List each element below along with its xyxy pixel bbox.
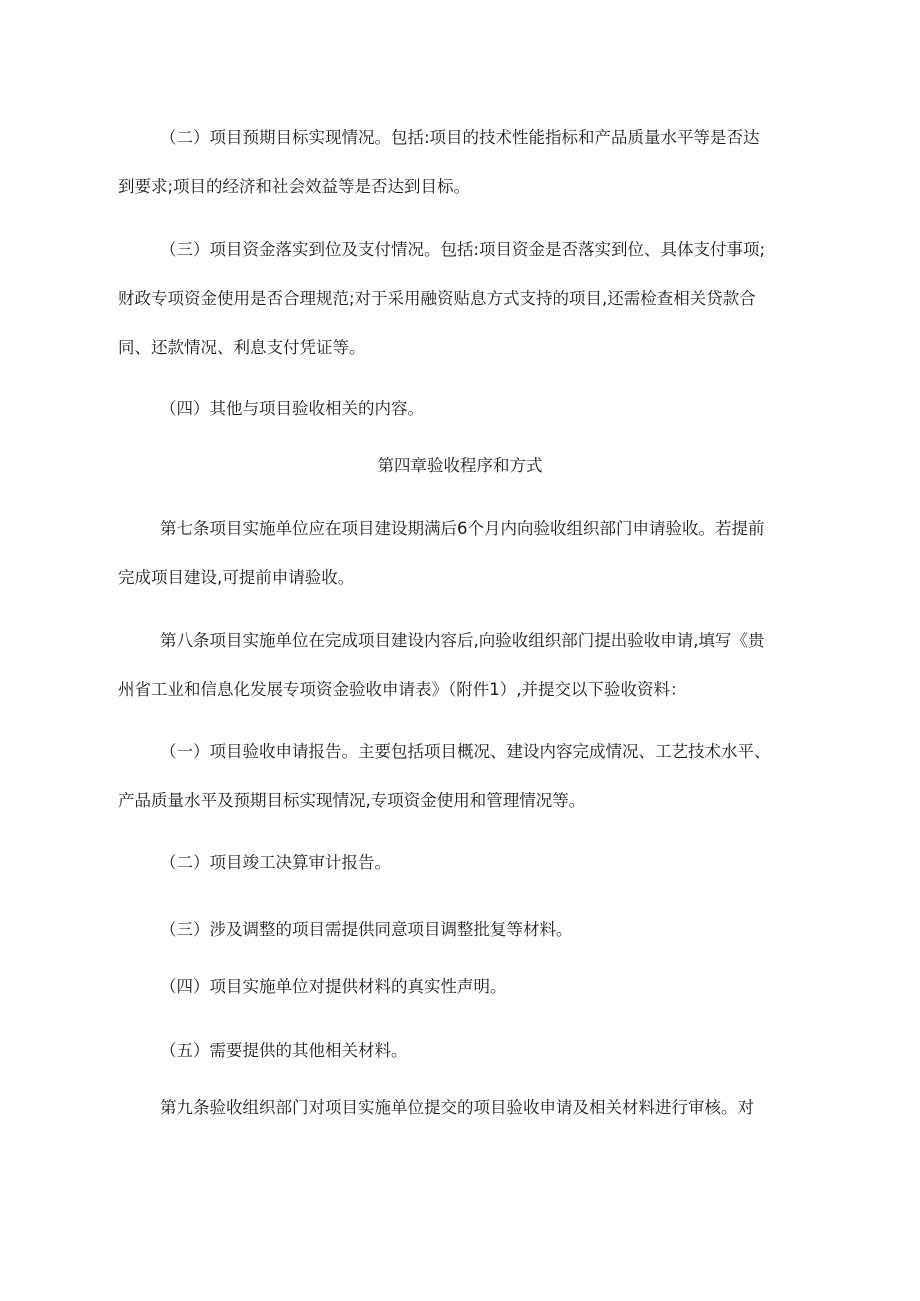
material-3-line: （三）涉及调整的项目需提供同意项目调整批复等材料。 — [160, 920, 573, 939]
chapter-heading: 第四章验收程序和方式 — [377, 456, 543, 475]
article-8-line-2: 州省工业和信息化发展专项资金验收申请表》（附件1）,并提交以下验收资料： — [118, 680, 687, 699]
paragraph-goals-line-2: 到要求;项目的经济和社会效益等是否达到目标。 — [118, 177, 471, 196]
paragraph-goals-line-1: （二）项目预期目标实现情况。包括:项目的技术性能指标和产品质量水平等是否达 — [160, 128, 760, 147]
material-4-line: （四）项目实施单位对提供材料的真实性声明。 — [160, 977, 507, 996]
material-1-line-2: 产品质量水平及预期目标实现情况,专项资金使用和管理情况等。 — [118, 791, 586, 810]
article-7-line-1: 第七条项目实施单位应在项目建设期满后6个月内向验收组织部门申请验收。若提前 — [160, 519, 765, 538]
paragraph-funds-line-1: （三）项目资金落实到位及支付情况。包括:项目资金是否落实到位、具体支付事项; — [160, 240, 766, 259]
article-7-line-2: 完成项目建设,可提前申请验收。 — [118, 568, 355, 587]
material-2-line: （二）项目竣工决算审计报告。 — [160, 853, 391, 872]
article-8-line-1: 第八条项目实施单位在完成项目建设内容后,向验收组织部门提出验收申请,填写《贵 — [160, 631, 765, 650]
paragraph-funds-line-2: 财政专项资金使用是否合理规范;对于采用融资贴息方式支持的项目,还需检查相关贷款合 — [118, 289, 756, 308]
paragraph-funds-line-3: 同、还款情况、利息支付凭证等。 — [118, 338, 366, 357]
paragraph-other-line-1: （四）其他与项目验收相关的内容。 — [160, 399, 424, 418]
article-9-line-1: 第九条验收组织部门对项目实施单位提交的项目验收申请及相关材料进行审核。对 — [160, 1098, 754, 1117]
material-1-line-1: （一）项目验收申请报告。主要包括项目概况、建设内容完成情况、工艺技术水平、 — [160, 742, 771, 761]
material-5-line: （五）需要提供的其他相关材料。 — [160, 1041, 408, 1060]
